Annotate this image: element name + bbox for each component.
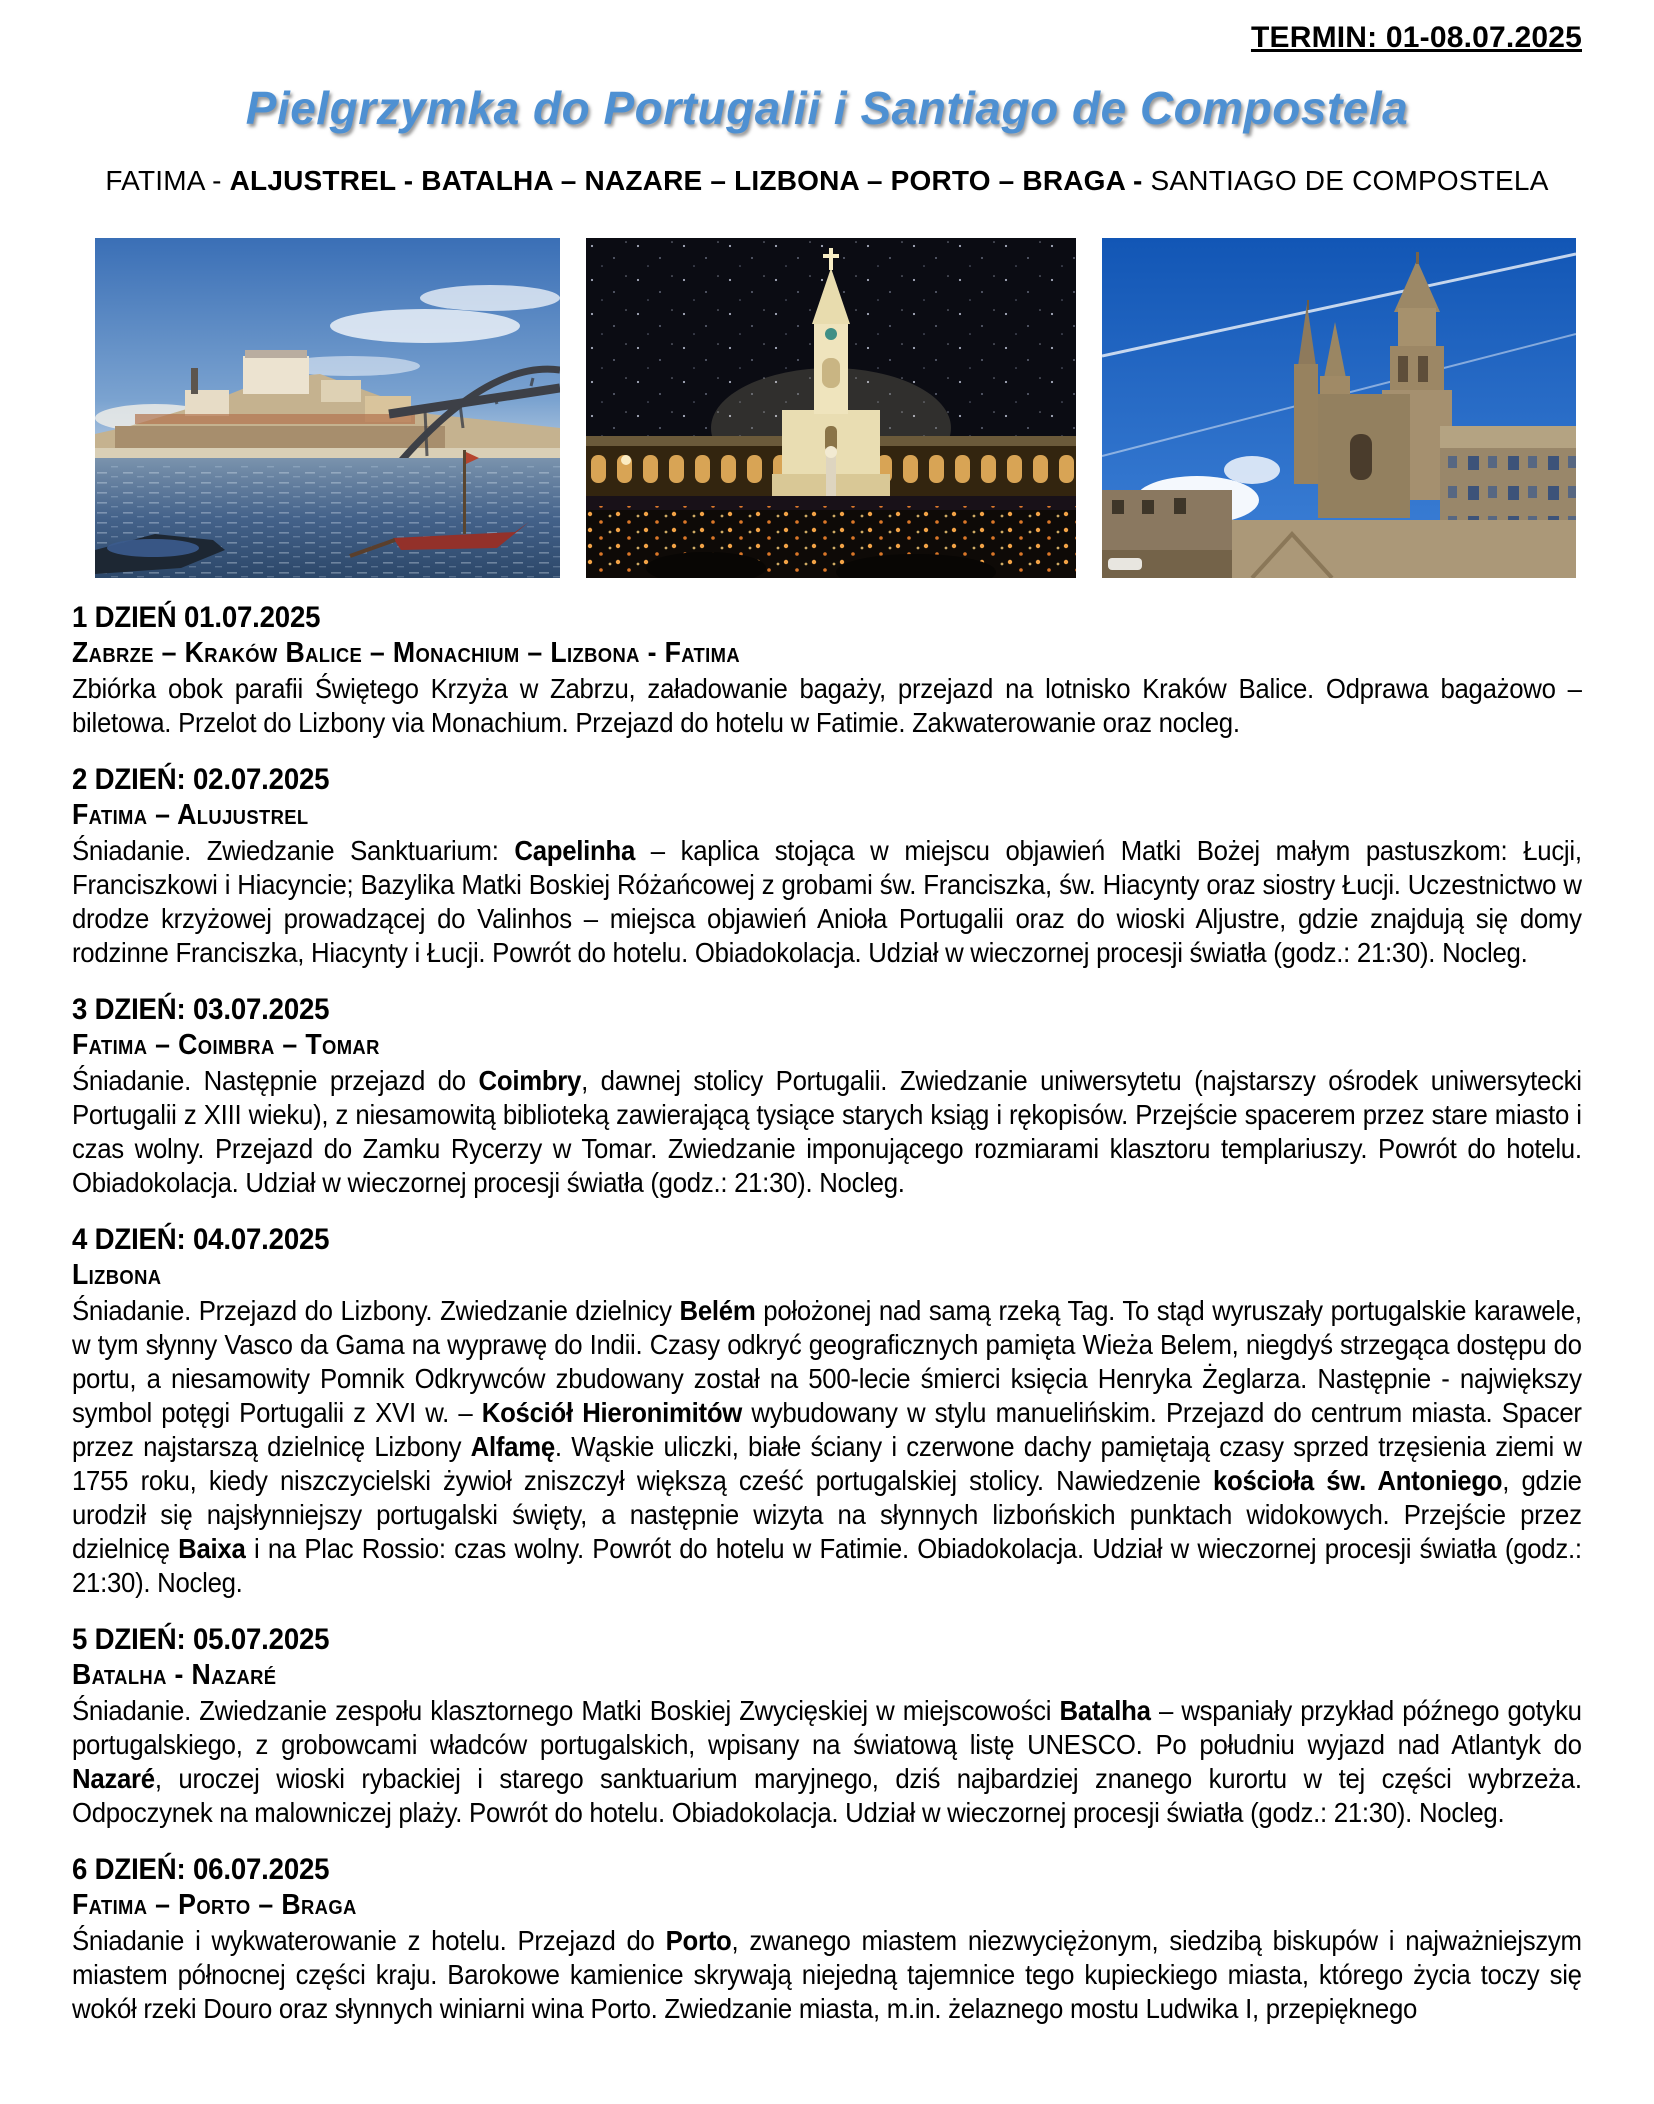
day-section bbox=[72, 1852, 1582, 2026]
left-window bbox=[1142, 500, 1154, 514]
page-title: Pielgrzymka do Portugalii i Santiago de Compostela bbox=[245, 82, 1409, 134]
day-route: Fatima – Alujustrel bbox=[72, 799, 309, 831]
porto-douro-bridge-photo bbox=[95, 238, 560, 578]
termin-line: TERMIN: 01-08.07.2025 bbox=[1250, 21, 1582, 54]
left-spire-body bbox=[1294, 364, 1318, 484]
day-route: Lizbona bbox=[72, 1259, 162, 1291]
route-summary-bold: ALJUSTREL - BATALHA – NAZARE – LIZBONA – PORTO – BRAGA - bbox=[229, 165, 1143, 196]
building bbox=[321, 380, 361, 402]
building-roof bbox=[245, 350, 307, 358]
itinerary bbox=[72, 600, 1582, 2026]
left-window bbox=[1174, 498, 1186, 514]
day-heading: 6 DZIEŃ: 06.07.2025 bbox=[72, 1853, 330, 1886]
colonnade-left bbox=[586, 446, 788, 496]
day-description: Zbiórka obok parafii Świętego Krzyża w Zabrzu, załadowanie bagaży, przejazd na lotnisko Kraków Balice. Odprawa bagażowo – biletowa. Przelot do Lizbony via Monachium. Przejazd do hotelu w Fatimie. Zakwaterowanie oraz nocleg. bbox=[72, 673, 1582, 738]
day-heading: 5 DZIEŃ: 05.07.2025 bbox=[72, 1623, 330, 1656]
day-section bbox=[72, 992, 1582, 1200]
route-summary-prefix: FATIMA - bbox=[105, 165, 230, 196]
colonnade-right bbox=[874, 446, 1076, 496]
tower-opening bbox=[1418, 356, 1428, 382]
day-section bbox=[72, 600, 1582, 740]
day-heading: 4 DZIEŃ: 04.07.2025 bbox=[72, 1223, 330, 1256]
tower-cross-vertical bbox=[829, 248, 833, 270]
cloud bbox=[1224, 456, 1280, 484]
day-description: Śniadanie. Zwiedzanie Sanktuarium: Capelinha – kaplica stojąca w miejscu objawień Matki Bożej małym pastuszkom: Łucji, Franciszkowi i Hiacyncie; Bazylika Matki Boskiej Różańcowej z grobami św. Franciszka, św. Hiacynty oraz siostry Łucji. Uczestnictwo w drodze krzyżowej prowadzącej do Valinhos – miejsca objawień Anioła Portugalii oraz do wioski Aljustre, gdzie znajdują się domy rodzinne Franciszka, Hiacynty i Łucji. Powrót do hotelu. Obiadokolacja. Udział w wieczornej procesji światła (godz.: 21:30). Nocleg. bbox=[72, 835, 1582, 968]
day-section bbox=[72, 1622, 1582, 1830]
colonnade-cornice bbox=[874, 436, 1076, 446]
wing-balustrade bbox=[1440, 426, 1576, 450]
day-section bbox=[72, 1222, 1582, 1600]
boat-mast bbox=[463, 450, 466, 534]
tower-cross-horizontal bbox=[823, 254, 839, 258]
left-buildings bbox=[1102, 490, 1232, 550]
forecourt-wall bbox=[1232, 520, 1576, 578]
cloud bbox=[420, 285, 560, 311]
route-summary-suffix: SANTIAGO DE COMPOSTELA bbox=[1142, 165, 1549, 196]
parked-vehicle bbox=[1108, 558, 1142, 570]
day-description: Śniadanie. Przejazd do Lizbony. Zwiedzanie dzielnicy Belém położonej nad samą rzeką Tag. To stąd wyruszały portugalskie karawele, w tym słynny Vasco da Gama na wyprawę do Indii. Czasy odkryć geograficznych pamięta Wieża Belem, niegdyś strzegąca dostępu do portu, a niesamowity Pomnik Odkrywców zbudowany został na 500-lecie śmierci księcia Henryka Żeglarza. Następnie - największy symbol potęgi Portugalii z XVI w. – Kościół Hieronimitów wybudowany w stylu manuelińskim. Przejazd do centrum miasta. Spacer przez najstarszą dzielnicę Lizbony Alfamę. Wąskie uliczki, białe ściany i czerwone dachy pamiętają czasy sprzed trzęsienia ziemi w 1755 roku, kiedy niszczycielski żywioł zniszczył większą cześć portugalskiej stolicy. Nawiedzenie kościoła św. Antoniego, gdzie urodził się najsłynniejszy portugalski święty, a następnie wizyta na słynnych lizbońskich punktach widokowych. Przejście przez dzielnicę Baixa i na Plac Rossio: czas wolny. Powrót do hotelu w Fatimie. Obiadokolacja. Udział w wieczornej procesji światła (godz.: 21:30). Nocleg. bbox=[72, 1295, 1582, 1598]
church-tower bbox=[191, 368, 198, 394]
day-route: Zabrze – Kraków Balice – Monachium – Lizbona - Fatima bbox=[72, 637, 741, 669]
day-section bbox=[72, 762, 1582, 970]
quay bbox=[95, 448, 560, 458]
tower-clock bbox=[825, 328, 837, 340]
colonnade-cornice bbox=[586, 436, 788, 446]
day-description: Śniadanie. Zwiedzanie zespołu klasztornego Matki Boskiej Zwycięskiej w miejscowości Batalha – wspaniały przykład późnego gotyku portugalskiego, z grobowcami władców portugalskich, wpisany na światową listę UNESCO. Po południu wyjazd nad Atlantyk do Nazaré, uroczej wioski rybackiej i starego sanktuarium maryjnego, dziś najbardziej znanego kurortu w tej części wybrzeża. Odpoczynek na malowniczej plaży. Powrót do hotelu. Obiadokolacja. Udział w wieczornej procesji światła (godz.: 21:30). Nocleg. bbox=[72, 1695, 1582, 1828]
facade-portal bbox=[1350, 434, 1372, 480]
left-window bbox=[1112, 500, 1124, 514]
day-description: Śniadanie i wykwaterowanie z hotelu. Przejazd do Porto, zwanego miastem niezwyciężonym, siedzibą biskupów i najważniejszym miastem północnej części kraju. Barokowe kamienice skrywają niejedną tajemnice tego kupieckiego miasta, którego życia toczy się wokół rzeki Douro oraz słynnych winiarni wina Porto. Zwiedzanie miasta, m.in. żelaznego mostu Ludwika I, przepięknego bbox=[72, 1925, 1582, 2024]
route-summary bbox=[72, 164, 1582, 198]
cloud bbox=[330, 309, 520, 343]
santiago-cathedral-photo bbox=[1102, 238, 1576, 578]
day-route: Fatima – Porto – Braga bbox=[72, 1889, 357, 1921]
photo-row bbox=[95, 238, 1582, 578]
day-heading: 1 DZIEŃ 01.07.2025 bbox=[72, 601, 321, 634]
day-heading: 3 DZIEŃ: 03.07.2025 bbox=[72, 993, 330, 1026]
riverside-houses bbox=[115, 426, 445, 448]
day-heading: 2 DZIEŃ: 02.07.2025 bbox=[72, 763, 330, 796]
main-tower-top bbox=[1398, 308, 1436, 348]
day-route: Fatima – Coimbra – Tomar bbox=[72, 1029, 380, 1061]
tower-cross bbox=[1416, 252, 1419, 264]
spire-cross bbox=[1307, 300, 1309, 310]
plaza-lamp bbox=[621, 455, 631, 465]
day-route: Batalha - Nazaré bbox=[72, 1659, 277, 1691]
building bbox=[243, 356, 309, 394]
day-description: Śniadanie. Następnie przejazd do Coimbry, dawnej stolicy Portugalii. Zwiedzanie uniwersytetu (najstarszy ośrodek uniwersytecki Portugalii z XIII wieku), z niesamowitą biblioteką zawierającą tysiące starych ksiąg i rękopisów. Przejście spacerem przez stare miasto i czas wolny. Przejazd do Zamku Rycerzy w Tomar. Zwiedzanie imponującego rozmiarami klasztoru templariuszy. Powrót do hotelu. Obiadokolacja. Udział w wieczornej procesji światła (godz.: 21:30). Nocleg. bbox=[72, 1065, 1582, 1198]
tower-opening bbox=[1398, 356, 1408, 382]
forecourt-statue bbox=[825, 446, 837, 458]
tower-window bbox=[822, 358, 840, 388]
boat-tarp bbox=[107, 539, 199, 557]
fatima-sanctuary-night-photo bbox=[586, 238, 1076, 578]
red-roofs bbox=[135, 414, 415, 424]
